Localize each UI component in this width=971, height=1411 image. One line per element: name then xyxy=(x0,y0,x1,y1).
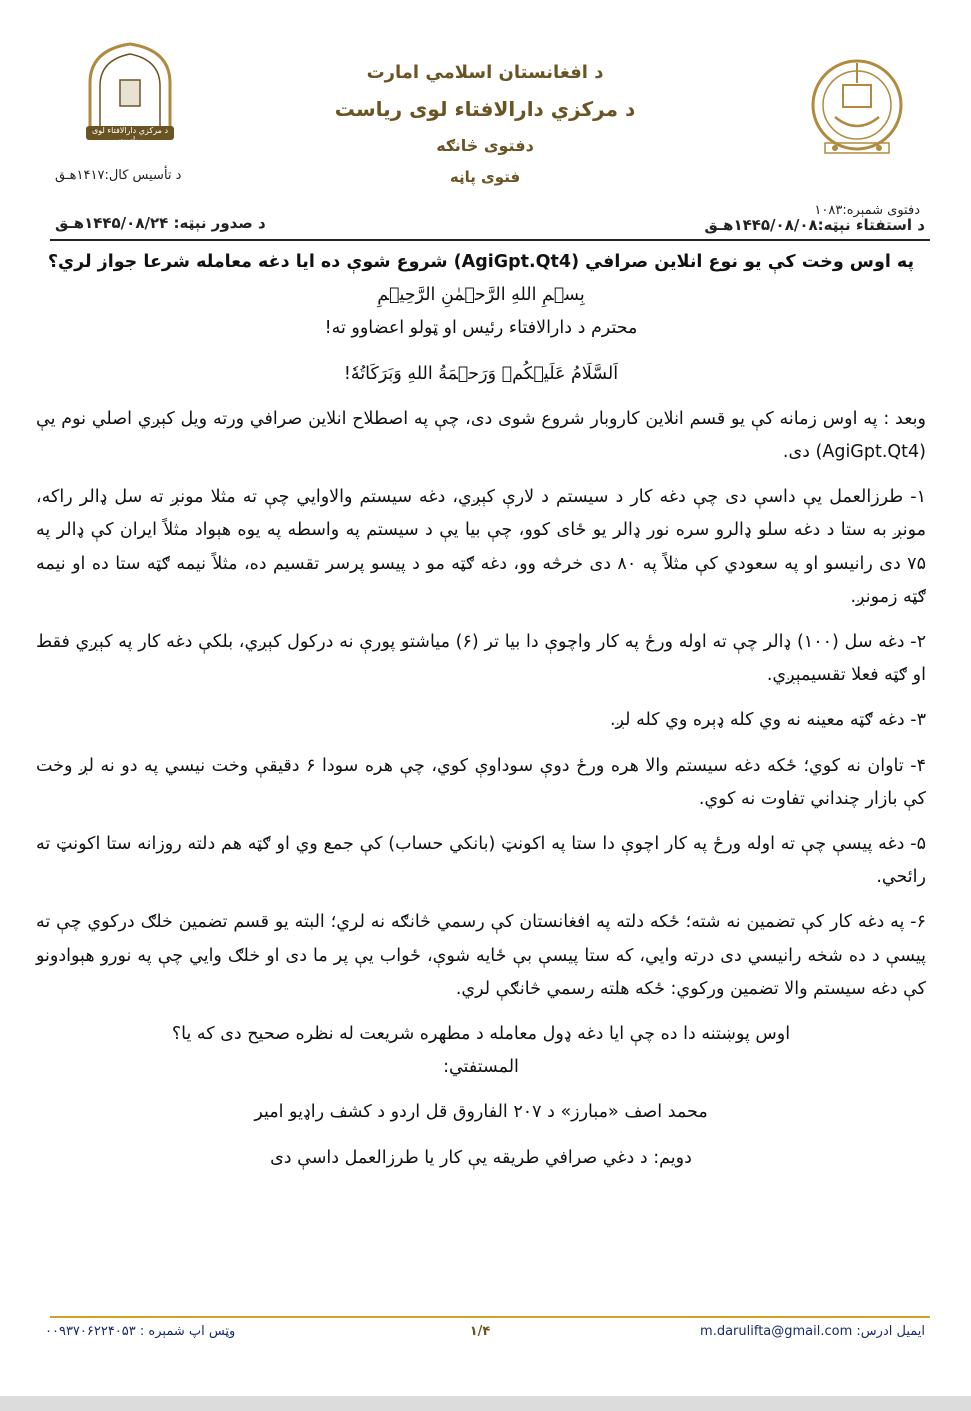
fatwa-body xyxy=(36,246,926,1175)
emirate-emblem-icon xyxy=(805,55,910,160)
list-item: ۲- دغه سل (۱۰۰) ډالر چې ته اوله ورځ په کار واچوې دا بیا تر (۶) میاشتو پورې نه درکول کېږي، بلکې دغه کار په کېږي فقط او ګټه فعلا تقسیمېږي. xyxy=(36,632,926,686)
header-presidency: د مرکزي دارالافتاء لوی ریاست xyxy=(334,97,636,121)
salam-line: اَلسَّلَامُ عَلَيۡكُمۡ وَرَحۡمَةُ اللهِ وَبَرَكَاتُهٗ! xyxy=(343,363,619,384)
footer-email: ایمیل ادرس: m.darulifta@gmail.com xyxy=(700,1324,925,1339)
request-date: د استفتاء نېټه:۱۴۴۵/۰۸/۰۸هـق xyxy=(704,216,925,234)
issue-date: د صدور نېټه: ۱۴۴۵/۰۸/۲۴هـق xyxy=(55,214,266,232)
basmala: بِسۡمِ اللهِ الرَّحۡمٰنِ الرَّحِيۡمِ xyxy=(377,285,585,306)
footer-divider xyxy=(50,1316,930,1318)
footer-phone: وټس اپ شمېره : ۰۰۹۳۷۰۶۲۲۴۰۵۳ xyxy=(45,1324,236,1339)
second-section-heading: دویم: د دغي صرافي طریقه یې کار یا طرزالعمل داسې دی xyxy=(270,1147,692,1168)
seal-caption: د مرکزي دارالافتاء لوی ریاست xyxy=(91,126,169,144)
list-item: ۴- تاوان نه کوي؛ ځکه دغه سیستم والا هره ورځ دوې سوداوې کوي، چې هره سودا ۶ دقیقې وخت نیسي په دو نه لږ وخت کې بازار چنداني تفاوت نه کوي. xyxy=(36,755,927,809)
page-number: ۱/۴ xyxy=(469,1324,491,1339)
list-item: ۱- طرزالعمل یې داسې دی چې دغه کار د سیستم د لارې کېږي، دغه سیستم والاوایي چې ته مثلا مونږ ته سل ډالر راکه، مونږ به ستا د دغه سلو ډالرو سره نور ډالر یو ځای کوو، چې بیا یې د سیستم په واسطه په یوه هېواد مثلاً ایران کې ډالر په ۷۵ دی رانیسو او په سعودي کې مثلاً په ۸۰ دی خرڅه وو، دغه ګټه مو د پیسو پرسر تقسیم ده، مثلاً نیمه ګټه ستا ده او نیمه ګټه زمونږ. xyxy=(36,487,926,607)
question-title: په اوس وخت کې یو نوع انلاین صرافي (AgiGpt.Qt4) شروع شوې ده ایا دغه معامله شرعا جواز لري؟ xyxy=(47,252,915,272)
header-department: دفتوی څانګه xyxy=(436,136,534,155)
established-year: د تأسیس کال:۱۴۱۷هـق xyxy=(55,168,182,183)
list-item: ۶- په دغه کار کې تضمین نه شته؛ ځکه دلته په افغانستان کې رسمي څانګه نه لري؛ البته یو قسم تضمین خلګ درکوي چې ته پیسې د ده شخه رانیسي دی درته وایي، که ستا پیسې بې ځایه شوې، ځواب یې پر ما دی او خلګ وایي چې په نورو هېوادونو کې دغه سیستم والا تضمین ورکوي: ځکه هلته رسمي څانګې لري. xyxy=(36,912,926,999)
header-divider xyxy=(50,239,930,241)
mustafti-label: المستفتي: xyxy=(443,1057,519,1078)
mustafti-name: محمد اصف «مبارز» د ۲۰۷ الفاروق قل اردو د کشف راډیو امیر xyxy=(254,1102,708,1123)
fatwa-number: دفتوی شمېره:۱۰۸۳ xyxy=(814,203,920,218)
list-item: ۵- دغه پیسې چې ته اوله ورځ په کار اچوې دا ستا په اکونټ (بانکي حساب) کې جمع وي او ګټه هم دلته روزانه ستا اکونټ ته رائحي. xyxy=(36,834,926,888)
intro-paragraph: وبعد : په اوس زمانه کې یو قسم انلاین کاروبار شروع شوی دی، چې په اصطلاح انلاین صرافي ورته ویل کېږي اصلي نوم یې (AgiGpt.Qt4) دی. xyxy=(36,408,926,463)
list-item: ۳- دغه ګټه معینه نه وي کله ډېره وي کله لږ. xyxy=(609,710,926,731)
question-line: اوس پوښتنه دا ده چې ایا دغه ډول معامله د مطهره شریعت له نظره صحیح دی که یا؟ xyxy=(171,1024,791,1045)
header-emirate: د افغانستان اسلامي امارت xyxy=(366,62,604,83)
address-line: محترم د دارالافتاء رئیس او ټولو اعضاوو ته! xyxy=(324,318,638,339)
header-fatwa-sheet: فتوی پاڼه xyxy=(449,168,521,186)
scan-edge xyxy=(0,1396,971,1411)
